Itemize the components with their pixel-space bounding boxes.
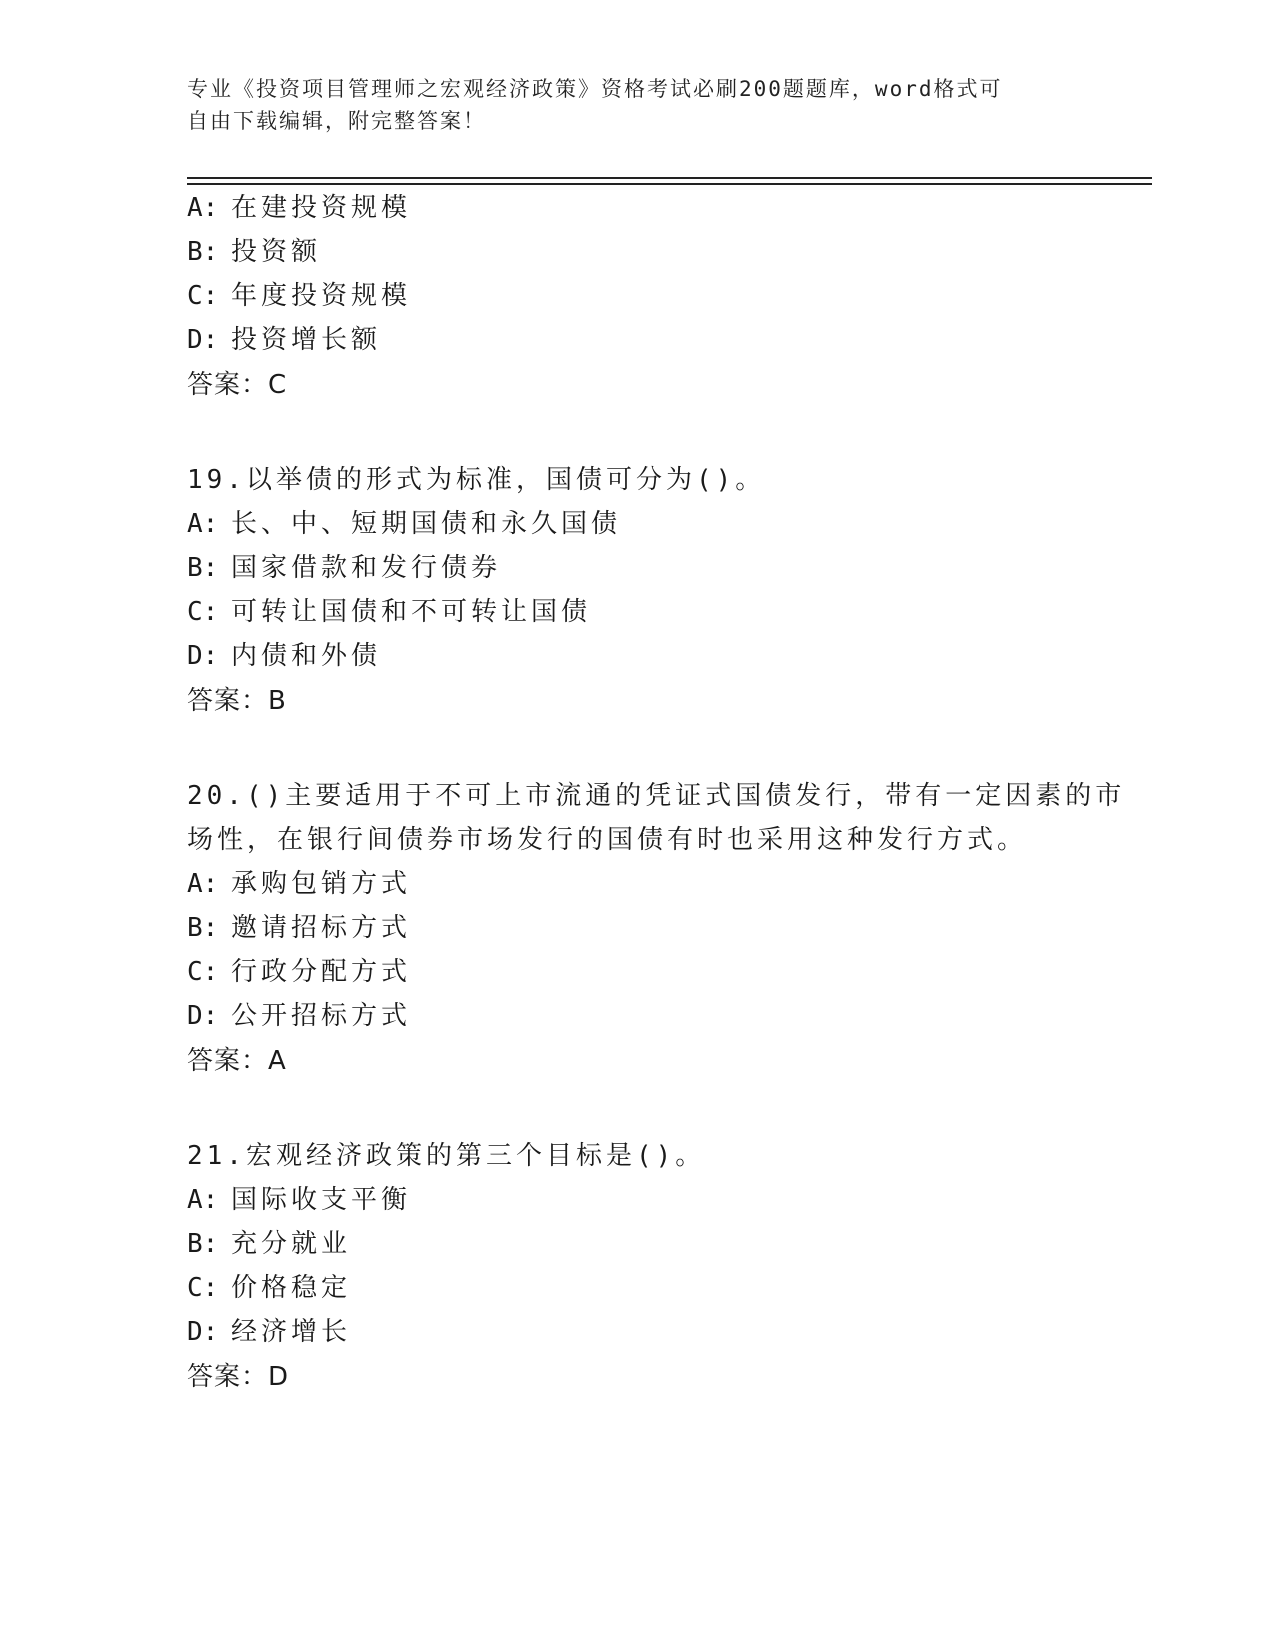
option-text: 国际收支平衡 (231, 1185, 412, 1215)
option-text: 长、中、短期国债和永久国债 (231, 509, 622, 539)
answer-line: 答案：A (187, 1046, 287, 1076)
answer-line: 答案：C (187, 370, 288, 400)
option-d (187, 999, 411, 1033)
option-b (187, 235, 321, 269)
option-c (187, 955, 411, 989)
option-text: 可转让国债和不可转让国债 (231, 597, 592, 627)
option-c (187, 595, 591, 629)
option-c (187, 1271, 351, 1305)
document-header (187, 73, 1087, 137)
option-text: 承购包销方式 (231, 869, 412, 899)
option-key: C: (187, 1273, 219, 1303)
option-text: 行政分配方式 (231, 957, 412, 987)
answer-line: 答案：D (187, 1362, 290, 1392)
header-line-1: 专业《投资项目管理师之宏观经济政策》资格考试必刷200题题库，word格式可 (187, 77, 1003, 101)
option-b (187, 551, 501, 585)
option-text: 内债和外债 (231, 641, 382, 671)
header-divider-bottom (187, 183, 1152, 185)
question-text: 20.()主要适用于不可上市流通的凭证式国债发行，带有一定因素的市 (187, 781, 1126, 811)
option-key: B: (187, 1229, 219, 1259)
option-text: 在建投资规模 (231, 193, 412, 223)
option-text: 投资增长额 (231, 325, 382, 355)
header-divider-top (187, 177, 1152, 179)
option-b (187, 911, 411, 945)
option-text: 国家借款和发行债券 (231, 553, 502, 583)
option-key: A: (187, 509, 219, 539)
option-b (187, 1227, 351, 1261)
option-key: D: (187, 325, 219, 355)
question-text: 21.宏观经济政策的第三个目标是()。 (187, 1141, 706, 1171)
option-key: A: (187, 193, 219, 223)
option-text: 年度投资规模 (231, 281, 412, 311)
question-text: 19.以举债的形式为标准，国债可分为()。 (187, 465, 766, 495)
answer-line: 答案：B (187, 686, 287, 716)
option-a (187, 1183, 411, 1217)
question-text-continued: 场性，在银行间债券市场发行的国债有时也采用这种发行方式。 (187, 825, 1028, 855)
option-key: D: (187, 641, 219, 671)
header-line-2: 自由下载编辑，附完整答案！ (187, 109, 486, 133)
option-key: A: (187, 1185, 219, 1215)
option-key: B: (187, 913, 219, 943)
option-key: B: (187, 553, 219, 583)
option-key: C: (187, 957, 219, 987)
option-text: 经济增长 (231, 1317, 352, 1347)
option-text: 投资额 (231, 237, 322, 267)
option-a (187, 507, 621, 541)
option-c (187, 279, 411, 313)
option-key: D: (187, 1317, 219, 1347)
option-key: C: (187, 281, 219, 311)
option-key: A: (187, 869, 219, 899)
option-key: C: (187, 597, 219, 627)
option-d (187, 1315, 351, 1349)
option-a (187, 867, 411, 901)
option-text: 邀请招标方式 (231, 913, 412, 943)
option-a (187, 191, 411, 225)
option-d (187, 323, 381, 357)
option-key: D: (187, 1001, 219, 1031)
option-d (187, 639, 381, 673)
option-text: 充分就业 (231, 1229, 352, 1259)
option-key: B: (187, 237, 219, 267)
option-text: 公开招标方式 (231, 1001, 412, 1031)
option-text: 价格稳定 (231, 1273, 352, 1303)
